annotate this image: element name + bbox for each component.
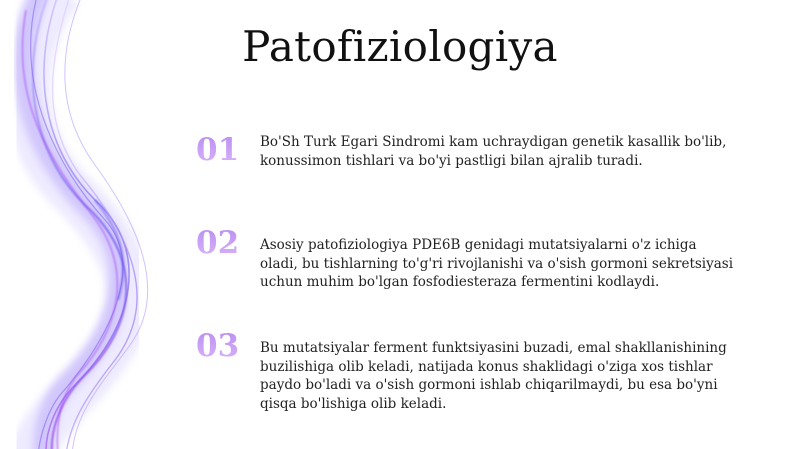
- item-text: Bo'Sh Turk Egari Sindromi kam uchraydigan genetik kasallik bo'lib, konussimon tishlari va bo'yi pastligi bilan ajralib turadi.: [260, 134, 727, 169]
- item-text: Asosiy patofiziologiya PDE6B genidagi mutatsiyalarni o'z ichiga oladi, bu tishlarning to'g'ri rivojlanishi va o'sish gormoni sekretsiyasi uchun muhim bo'lgan fosfodiesteraza fermentini kodlaydi.: [260, 237, 734, 290]
- item-number: 01: [196, 132, 250, 168]
- item-number: 03: [196, 328, 250, 364]
- slide-title: Patofiziologiya: [242, 22, 558, 71]
- item-text: Bu mutatsiyalar ferment funktsiyasini buzadi, emal shakllanishining buzilishiga olib keladi, natijada konus shaklidagi o'ziga xos tishlar paydo bo'ladi va o'sish gormoni ishlab chiqarilmaydi, bu esa bo'yni qisqa bo'lishiga olib keladi.: [260, 340, 727, 412]
- item-number: 02: [196, 225, 250, 261]
